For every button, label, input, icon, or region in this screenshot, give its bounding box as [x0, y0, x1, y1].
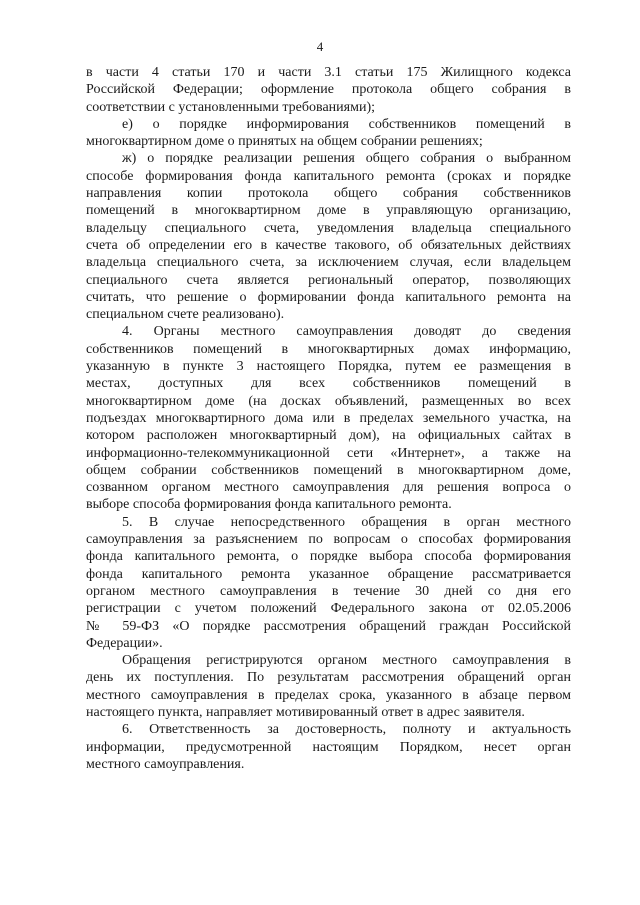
text-line: местного самоуправления.: [86, 756, 245, 772]
text-line: регистрации с учетом положений Федерального закона от 02.05.2006: [86, 601, 571, 617]
text-line: владельца специального счета, за исключением случая, если владельцем: [86, 255, 571, 271]
text-line: ж) о порядке реализации решения общего собрания о выбранном: [122, 151, 571, 167]
text-line: органом местного самоуправления в течение 30 дней со дня его: [86, 583, 571, 599]
page-number: 4: [316, 39, 324, 54]
text-line: помещений в многоквартирном доме в управляющую организацию,: [86, 203, 571, 219]
text-line: местного самоуправления в пределах срока, указанного в абзаце первом: [86, 687, 571, 703]
text-line: Федерации».: [86, 635, 163, 651]
text-line: информационно-телекоммуникационной сети «Интернет», а также на: [86, 445, 571, 461]
paragraph: [86, 116, 571, 151]
text-line: день их поступления. По результатам рассмотрения обращений орган: [86, 670, 571, 686]
document-body: [86, 64, 571, 773]
text-line: многоквартирном доме о принятых на общем собрании решениях;: [86, 134, 483, 150]
text-line: направления копии протокола общего собрания собственников: [86, 186, 571, 202]
paragraph: [86, 64, 571, 116]
text-line: соответствии с установленными требованиями);: [86, 99, 375, 115]
text-line: № 59-ФЗ «О порядке рассмотрения обращений граждан Российской: [86, 618, 571, 634]
paragraph: [86, 150, 571, 323]
text-line: 6. Ответственность за достоверность, полноту и актуальность: [122, 722, 571, 738]
text-line: в части 4 статьи 170 и части 3.1 статьи 175 Жилищного кодекса: [86, 65, 571, 80]
text-line: специальном счете реализовано).: [86, 307, 285, 323]
text-line: настоящего пункта, направляет мотивированный ответ в адрес заявителя.: [86, 704, 525, 720]
text-line: собственников помещений в многоквартирных домах информацию,: [86, 341, 571, 357]
text-line: считать, что решение о формировании фонда капитального ремонта на: [86, 289, 571, 305]
text-line: информации, предусмотренной настоящим Порядком, несет орган: [86, 739, 571, 755]
paragraph: [86, 514, 571, 652]
text-line: выборе способа формирования фонда капитального ремонта.: [86, 497, 452, 513]
paragraph: [86, 652, 571, 721]
text-line: Российской Федерации; оформление протокола общего собрания в: [86, 82, 571, 98]
text-line: указанную в пункте 3 настоящего Порядка, путем ее размещения в: [86, 359, 571, 375]
text-line: 5. В случае непосредственного обращения в орган местного: [122, 514, 571, 530]
text-line: фонда капитального ремонта, о порядке выбора способа формирования: [86, 549, 571, 565]
text-line: многоквартирном доме (на досках объявлений, размещенных во всех: [86, 393, 571, 409]
text-line: котором расположен многоквартирный дом), на официальных сайтах в: [86, 428, 571, 444]
text-line: 4. Органы местного самоуправления доводят до сведения: [122, 324, 571, 340]
paragraph: [86, 323, 571, 513]
text-line: Обращения регистрируются органом местного самоуправления в: [122, 653, 571, 669]
text-line: местах, доступных для всех собственников помещений в: [86, 376, 571, 392]
text-line: владельцу специального счета, уведомления владельца специального: [86, 220, 571, 236]
text-line: созванном органом местного самоуправления для решения вопроса о: [86, 480, 571, 496]
text-line: подъездах многоквартирного дома или в пределах земельного участка, на: [86, 410, 571, 426]
text-line: е) о порядке информирования собственников помещений в: [122, 116, 571, 132]
paragraph: [86, 721, 571, 773]
text-line: общем собрании собственников помещений в многоквартирном доме,: [86, 462, 571, 478]
text-line: специального счета является региональный оператор, позволяющих: [86, 272, 571, 288]
text-line: самоуправления за разъяснением по вопросам о способах формирования: [86, 532, 571, 548]
text-line: фонда капитального ремонта указанное обращение рассматривается: [86, 566, 571, 582]
text-line: счета об определении его в качестве такового, об обязательных действиях: [86, 237, 571, 253]
text-line: способе формирования фонда капитального ремонта (сроках и порядке: [86, 168, 571, 184]
